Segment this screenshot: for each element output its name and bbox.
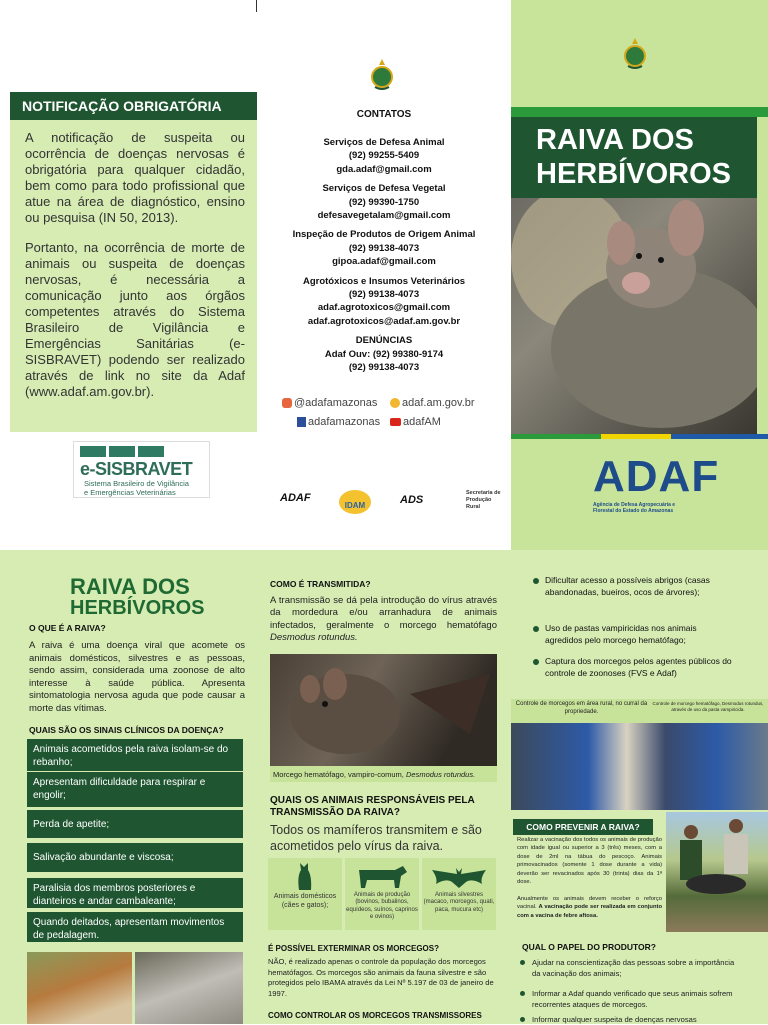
icon-box-domestic: Animais domésticos (cães e gatos); (268, 858, 342, 930)
calf-photo-1 (27, 952, 132, 1024)
bat-icon (422, 860, 496, 892)
amazonas-crest-icon (369, 57, 395, 91)
contact-line: gda.adaf@gmail.com (336, 163, 432, 175)
contact-line: (92) 99138-4073 (348, 242, 420, 254)
contact-line: gipoa.adaf@gmail.com (332, 256, 436, 268)
cover-stripe-yellow (601, 434, 671, 439)
producer-bullet: Informar qualquer suspeita de doenças nervosas (532, 1014, 742, 1025)
logo-bars (80, 446, 164, 457)
clinical-sign-item: Animais acometidos pela raiva isolam-se do rebanho; (27, 739, 243, 771)
cover-crest-icon (622, 36, 648, 70)
clinical-signs-heading: QUAIS SÃO OS SINAIS CLÍNICOS DA DOENÇA? (29, 725, 224, 735)
logo-subtitle-2: e Emergências Veterinárias (84, 488, 176, 497)
facebook-icon (297, 417, 306, 427)
contacts-title: CONTATOS (356, 109, 412, 120)
cover-bat-photo (511, 198, 757, 434)
partner-logo-adaf: ADAF (280, 492, 311, 504)
responsible-animals-heading: QUAIS OS ANIMAIS RESPONSÁVEIS PELA TRANSMISSÃO DA RAIVA? (270, 795, 475, 818)
contacts-list (270, 136, 498, 375)
field-photo-caption-1: Controle de morcegos em área rural, no curral da propriedade. (515, 701, 648, 715)
contact-line: Inspeção de Produtos de Origem Animal (292, 229, 476, 241)
logo-subtitle-1: Sistema Brasileiro de Vigilância (84, 479, 189, 488)
clinical-sign-item: Perda de apetite; (27, 810, 243, 838)
globe-icon (390, 398, 400, 408)
cover-stripe-green (511, 434, 601, 439)
contact-line: DENÚNCIAS (355, 335, 413, 347)
fold-mark (256, 0, 257, 12)
partner-logo-sepror: Secretaria de Produção Rural (466, 490, 501, 510)
prevent-text-2: Anualmente os animais devem receber o reforço vacinal. A vacinação pode ser realizada em conjunto com a vacina de febre aftosa. (517, 896, 662, 919)
notification-box (10, 120, 257, 432)
producer-bullet: Ajudar na conscientização das pessoas sobre a importância da vacinação dos animais; (532, 957, 742, 979)
clinical-sign-item: Apresentam dificuldade para respirar e engolir; (27, 772, 243, 807)
youtube-icon (390, 418, 401, 426)
prevent-heading: COMO PREVENIR A RAIVA? (513, 819, 653, 835)
notification-paragraph-2: Portanto, na ocorrência de morte de animais ou suspeita de doenças nervosas, é necessária a comunicação junto aos órgãos competentes através do Sistema Brasileiro de Vigilância e Emergências Sanitárias (e-SISBRAVET) podendo ser realizado através de link no site da Adaf (www.adaf.am.gov.br). (25, 240, 245, 399)
social-instagram[interactable]: @adafamazonas (282, 397, 377, 409)
partner-logo-idam: IDAM (339, 490, 371, 514)
control-bullet: Captura dos morcegos pelos agentes públicos do controle de zoonoses (FVS e Adaf) (545, 656, 735, 679)
farmers-photo (666, 812, 768, 932)
social-youtube[interactable]: adafAM (390, 416, 441, 428)
cover-title-box (511, 117, 757, 198)
contact-line: (92) 99138-4073 (348, 289, 420, 301)
field-photo (511, 723, 768, 810)
clinical-sign-item: Quando deitados, apresentam movimentos de pedalagem. (27, 912, 243, 942)
contact-line: Adaf Ouv: (92) 99380-9174 (324, 348, 444, 360)
icon-box-wild: Animais silvestres (macaco, morcegos, quati, paca, mucura etc) (422, 858, 496, 930)
exterminate-heading: É POSSÍVEL EXTERMINAR OS MORCEGOS? (268, 944, 439, 953)
contact-line: (92) 99255-5409 (348, 150, 420, 162)
notification-heading: NOTIFICAÇÃO OBRIGATÓRIA (10, 92, 257, 120)
exterminate-text: NÃO, é realizado apenas o controle da população dos morcegos hematófagos. Os morcegos são animais da fauna silvestre e são protegidos pelo IBAMA através da Lei Nº 5.197 de 03 de janeiro de 1997. (268, 957, 494, 998)
adaf-logo: ADAF (593, 452, 720, 501)
control-bullet: Uso de pastas vampiricidas nos animais agredidos pelo morcego hematófago; (545, 623, 735, 646)
clinical-sign-item: Paralisia dos membros posteriores e dianteiros e andar cambaleante; (27, 878, 243, 908)
cow-icon (345, 860, 419, 892)
contact-line: (92) 99138-4073 (348, 362, 420, 374)
control-bullet: Dificultar acesso a possíveis abrigos (casas abandonadas, bueiros, ocos de árvores); (545, 575, 735, 598)
social-website[interactable]: adaf.am.gov.br (390, 397, 475, 409)
transmission-text: A transmissão se dá pela introdução do vírus através da mordedura e/ou arranhadura de animais infectados, geralmente o morcego hematófago Desmodus rotundus. (270, 595, 497, 644)
contact-line: Serviços de Defesa Animal (323, 137, 445, 148)
bat-photo-caption: Morcego hematófago, vampiro-comum, Desmodus rotundus. (270, 766, 497, 782)
species-name: Desmodus rotundus. (270, 632, 358, 644)
clinical-sign-item: Salivação abundante e viscosa; (27, 843, 243, 872)
cover-stripe-top (511, 107, 768, 117)
field-photo-caption-2: Controle de morcego hematófago, Desmodus rotundus, através de uso da pasta vampiricida. (652, 701, 764, 712)
inside-title-line1: RAIVA DOS (70, 574, 190, 599)
calf-photo-2 (135, 952, 243, 1024)
social-facebook[interactable]: adafamazonas (297, 416, 380, 428)
contact-line: (92) 99390-1750 (348, 196, 420, 208)
contact-line: adaf.agrotoxicos@gmail.com (317, 302, 451, 314)
prevent-text-1: Realizar a vacinação dos todos os animais de produção com idade igual ou superior a 3 (três) meses, com a dose de 2ml na tábua do pescoço. Animais primovacinados (somente 1 dose durante a vida) deverão ser revacinados após 30 (trinta) dias da 1ª dose. (517, 837, 662, 886)
producer-role-heading: QUAL O PAPEL DO PRODUTOR? (522, 942, 656, 952)
inside-title-line2: HERBÍVOROS (70, 597, 205, 619)
producer-bullet: Informar a Adaf quando verificado que seus animais sofrem recorrentes ataques de morcegos. (532, 988, 742, 1010)
what-is-rabies-heading: O QUE É A RAIVA? (29, 623, 106, 633)
cat-icon (268, 860, 342, 892)
cover-title-line1: RAIVA DOS (536, 124, 694, 156)
control-bats-heading: COMO CONTROLAR OS MORCEGOS TRANSMISSORES (268, 1011, 482, 1020)
transmission-heading: COMO É TRANSMITIDA? (270, 579, 371, 589)
logo-title: e-SISBRAVET (80, 459, 193, 479)
icon-box-production: Animais de produção (bovinos, bubalinos, equídeos, suínos, caprinos e ovinos) (345, 858, 419, 930)
instagram-icon (282, 398, 292, 408)
contact-line: Agrotóxicos e Insumos Veterinários (302, 275, 466, 287)
contact-line: adaf.agrotoxicos@adaf.am.gov.br (307, 315, 461, 327)
notification-paragraph-1: A notificação de suspeita ou ocorrência de doenças nervosas é obrigatória para qualquer cidadão, bem como para todo profissional que atue na área de diagnóstico, ensino ou pesquisa (IN 50, 2013). (25, 130, 245, 225)
contact-line: Serviços de Defesa Vegetal (322, 183, 446, 195)
partner-logo-ads: ADS (400, 494, 424, 506)
e-sisbravet-logo (73, 441, 210, 498)
what-is-rabies-text: A raiva é uma doença viral que acomete os animais domésticos, silvestres e as pessoas, sendo assim, considerada uma zoonose de alto interesse à saúde pública. Apresenta sintomatologia nervosa aguda que pode causar a morte das vítimas. (29, 640, 245, 714)
cover-title-line2: HERBÍVOROS (536, 158, 731, 190)
responsible-animals-text: Todos os mamíferos transmitem e são acometidos pelo vírus da raiva. (270, 823, 482, 853)
cover-stripe-blue (671, 434, 768, 439)
vampire-bat-photo (270, 654, 497, 766)
contact-line: defesavegetalam@gmail.com (317, 210, 451, 222)
adaf-logo-subtitle: Agência de Defesa Agropecuária e Florestal do Estado do Amazonas (593, 502, 676, 514)
